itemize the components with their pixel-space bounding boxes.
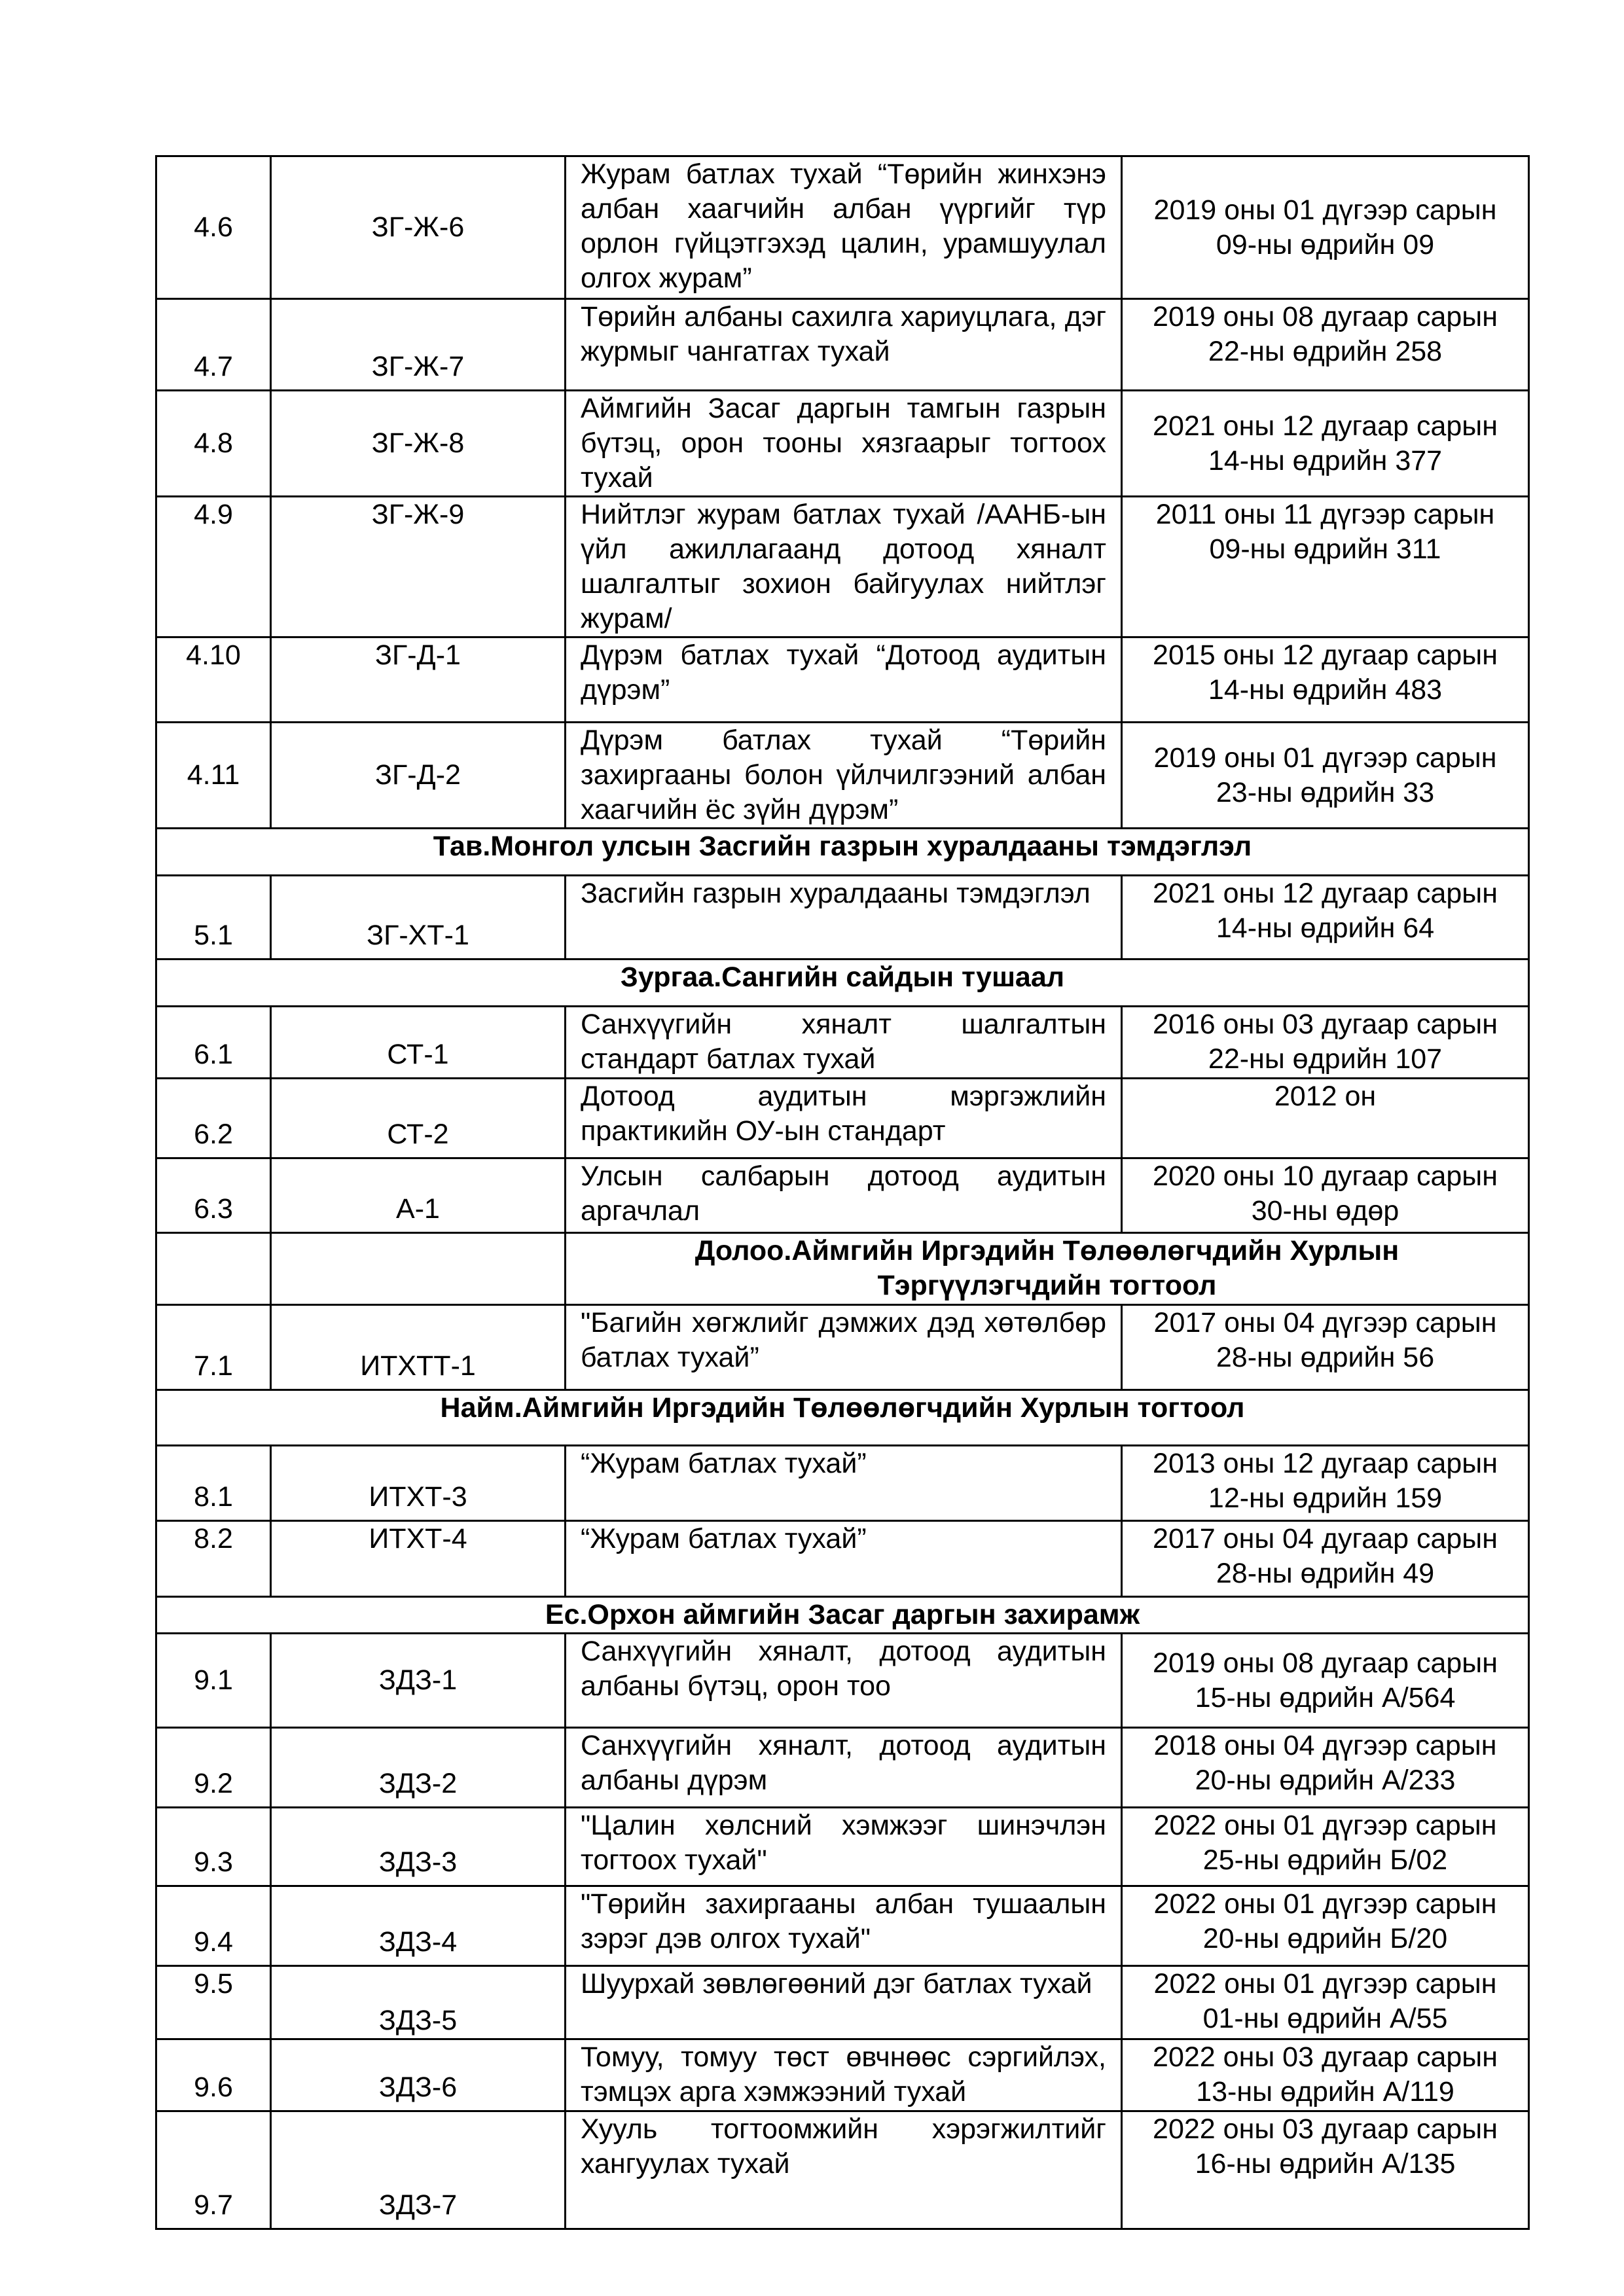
document-description: Санхүүгийн хяналт, дотоод аудитын албаны бүтэц, орон тоо — [566, 1634, 1122, 1728]
document-description: “Журам батлах тухай” — [566, 1521, 1122, 1597]
row-number: 6.2 — [156, 1079, 271, 1158]
row-number: 7.1 — [156, 1305, 271, 1390]
empty-cell — [271, 1233, 566, 1305]
row-number: 8.1 — [156, 1446, 271, 1521]
document-code: ЗГ-Ж-9 — [271, 497, 566, 637]
section-title: Тав.Монгол улсын Засгийн газрын хуралдааны тэмдэглэл — [156, 829, 1529, 876]
section-header-row — [156, 829, 1529, 876]
row-number: 4.8 — [156, 391, 271, 497]
row-number: 9.2 — [156, 1728, 271, 1808]
document-description: Төрийн албаны сахилга хариуцлага, дэг журмыг чангатгах тухай — [566, 299, 1122, 391]
table-row — [156, 1305, 1529, 1390]
document-date: 2019 оны 08 дугаар сарын 15-ны өдрийн А/564 — [1122, 1634, 1529, 1728]
document-description: Санхүүгийн хяналт шалгалтын стандарт батлах тухай — [566, 1007, 1122, 1079]
document-code: ЗДЗ-2 — [271, 1728, 566, 1808]
document-code: ИТХТТ-1 — [271, 1305, 566, 1390]
table-row — [156, 1079, 1529, 1158]
document-code: ЗГ-Д-1 — [271, 637, 566, 723]
row-number: 4.6 — [156, 156, 271, 299]
document-description: Шуурхай зөвлөгөөний дэг батлах тухай — [566, 1966, 1122, 2039]
table-row — [156, 1446, 1529, 1521]
row-number: 8.2 — [156, 1521, 271, 1597]
table-row — [156, 876, 1529, 960]
document-description: Улсын салбарын дотоод аудитын аргачлал — [566, 1158, 1122, 1233]
row-number: 9.7 — [156, 2111, 271, 2229]
section-title: Долоо.Аймгийн Иргэдийн Төлөөлөгчдийн Хурлын Тэргүүлэгчдийн тогтоол — [566, 1233, 1529, 1305]
document-date: 2012 он — [1122, 1079, 1529, 1158]
table-row — [156, 2039, 1529, 2111]
section-title: Зургаа.Сангийн сайдын тушаал — [156, 960, 1529, 1007]
document-code: ЗГ-Д-2 — [271, 723, 566, 829]
table-row — [156, 1966, 1529, 2039]
document-code: СТ-1 — [271, 1007, 566, 1079]
section-header-row — [156, 1233, 1529, 1305]
row-number: 4.11 — [156, 723, 271, 829]
document-code: ЗДЗ-7 — [271, 2111, 566, 2229]
row-number: 9.4 — [156, 1886, 271, 1966]
table-row — [156, 391, 1529, 497]
table-row — [156, 1521, 1529, 1597]
regulations-table — [155, 155, 1530, 2230]
document-description: Дүрэм батлах тухай “Төрийн захиргааны болон үйлчилгээний албан хаагчийн ёс зүйн дүрэм” — [566, 723, 1122, 829]
document-date: 2022 оны 03 дугаар сарын 16-ны өдрийн А/135 — [1122, 2111, 1529, 2229]
table-row — [156, 497, 1529, 637]
table-row — [156, 637, 1529, 723]
row-number: 6.3 — [156, 1158, 271, 1233]
row-number: 9.1 — [156, 1634, 271, 1728]
table-row — [156, 2111, 1529, 2229]
document-description: Санхүүгийн хяналт, дотоод аудитын албаны дүрэм — [566, 1728, 1122, 1808]
document-code: ЗГ-ХТ-1 — [271, 876, 566, 960]
empty-cell — [156, 1233, 271, 1305]
section-header-row — [156, 1390, 1529, 1446]
document-code: ЗДЗ-1 — [271, 1634, 566, 1728]
document-description: Засгийн газрын хуралдааны тэмдэглэл — [566, 876, 1122, 960]
row-number: 9.5 — [156, 1966, 271, 2039]
document-description: Аймгийн Засаг даргын тамгын газрын бүтэц, орон тооны хязгаарыг тогтоох тухай — [566, 391, 1122, 497]
document-code: ЗДЗ-5 — [271, 1966, 566, 2039]
table-row — [156, 1808, 1529, 1886]
table-row — [156, 1728, 1529, 1808]
document-description: Дотоод аудитын мэргэжлийн практикийн ОУ-ын стандарт — [566, 1079, 1122, 1158]
document-date: 2018 оны 04 дүгээр сарын 20-ны өдрийн А/233 — [1122, 1728, 1529, 1808]
document-description: "Төрийн захиргааны албан тушаалын зэрэг дэв олгох тухай" — [566, 1886, 1122, 1966]
document-date: 2017 оны 04 дугаар сарын 28-ны өдрийн 49 — [1122, 1521, 1529, 1597]
table-row — [156, 156, 1529, 299]
section-header-row — [156, 960, 1529, 1007]
document-description: Томуу, томуу төст өвчнөөс сэргийлэх, тэмцэх арга хэмжээний тухай — [566, 2039, 1122, 2111]
document-date: 2022 оны 03 дугаар сарын 13-ны өдрийн А/119 — [1122, 2039, 1529, 2111]
table-row — [156, 1634, 1529, 1728]
document-date: 2021 оны 12 дугаар сарын 14-ны өдрийн 64 — [1122, 876, 1529, 960]
row-number: 6.1 — [156, 1007, 271, 1079]
document-description: "Цалин хөлсний хэмжээг шинэчлэн тогтоох тухай" — [566, 1808, 1122, 1886]
document-date: 2016 оны 03 дугаар сарын 22-ны өдрийн 107 — [1122, 1007, 1529, 1079]
row-number: 9.3 — [156, 1808, 271, 1886]
document-date: 2020 оны 10 дугаар сарын 30-ны өдөр — [1122, 1158, 1529, 1233]
document-description: Хууль тогтоомжийн хэрэгжилтийг хангуулах тухай — [566, 2111, 1122, 2229]
table-row — [156, 1886, 1529, 1966]
document-date: 2019 оны 08 дугаар сарын 22-ны өдрийн 258 — [1122, 299, 1529, 391]
table-row — [156, 299, 1529, 391]
document-description: "Багийн хөгжлийг дэмжих дэд хөтөлбөр батлах тухай” — [566, 1305, 1122, 1390]
document-code: ЗГ-Ж-6 — [271, 156, 566, 299]
document-date: 2013 оны 12 дугаар сарын 12-ны өдрийн 159 — [1122, 1446, 1529, 1521]
document-code: ИТХТ-3 — [271, 1446, 566, 1521]
document-date: 2011 оны 11 дүгээр сарын 09-ны өдрийн 311 — [1122, 497, 1529, 637]
row-number: 4.9 — [156, 497, 271, 637]
row-number: 4.7 — [156, 299, 271, 391]
document-code: ЗГ-Ж-7 — [271, 299, 566, 391]
row-number: 4.10 — [156, 637, 271, 723]
document-code: ЗДЗ-6 — [271, 2039, 566, 2111]
document-date: 2015 оны 12 дугаар сарын 14-ны өдрийн 483 — [1122, 637, 1529, 723]
table-row — [156, 1158, 1529, 1233]
document-code: ИТХТ-4 — [271, 1521, 566, 1597]
table-row — [156, 1007, 1529, 1079]
document-date: 2022 оны 01 дүгээр сарын 25-ны өдрийн Б/02 — [1122, 1808, 1529, 1886]
document-date: 2022 оны 01 дүгээр сарын 20-ны өдрийн Б/20 — [1122, 1886, 1529, 1966]
document-description: Нийтлэг журам батлах тухай /ААНБ-ын үйл ажиллагаанд дотоод хяналт шалгалтыг зохион байгуулах нийтлэг журам/ — [566, 497, 1122, 637]
document-date: 2019 оны 01 дүгээр сарын 23-ны өдрийн 33 — [1122, 723, 1529, 829]
table-row — [156, 723, 1529, 829]
document-description: “Журам батлах тухай” — [566, 1446, 1122, 1521]
document-code: СТ-2 — [271, 1079, 566, 1158]
document-description: Журам батлах тухай “Төрийн жинхэнэ албан хаагчийн албан үүргийг түр орлон гүйцэтгэхэд цалин, урамшуулал олгох журам” — [566, 156, 1122, 299]
section-title: Найм.Аймгийн Иргэдийн Төлөөлөгчдийн Хурлын тогтоол — [156, 1390, 1529, 1446]
document-date: 2022 оны 01 дүгээр сарын 01-ны өдрийн А/55 — [1122, 1966, 1529, 2039]
document-code: ЗДЗ-4 — [271, 1886, 566, 1966]
document-date: 2021 оны 12 дугаар сарын 14-ны өдрийн 377 — [1122, 391, 1529, 497]
document-date: 2017 оны 04 дүгээр сарын 28-ны өдрийн 56 — [1122, 1305, 1529, 1390]
document-code: А-1 — [271, 1158, 566, 1233]
document-date: 2019 оны 01 дүгээр сарын 09-ны өдрийн 09 — [1122, 156, 1529, 299]
section-header-row — [156, 1597, 1529, 1634]
section-title: Ес.Орхон аймгийн Засаг даргын захирамж — [156, 1597, 1529, 1634]
document-description: Дүрэм батлах тухай “Дотоод аудитын дүрэм” — [566, 637, 1122, 723]
row-number: 5.1 — [156, 876, 271, 960]
document-code: ЗДЗ-3 — [271, 1808, 566, 1886]
table-body — [156, 156, 1529, 2229]
document-code: ЗГ-Ж-8 — [271, 391, 566, 497]
row-number: 9.6 — [156, 2039, 271, 2111]
